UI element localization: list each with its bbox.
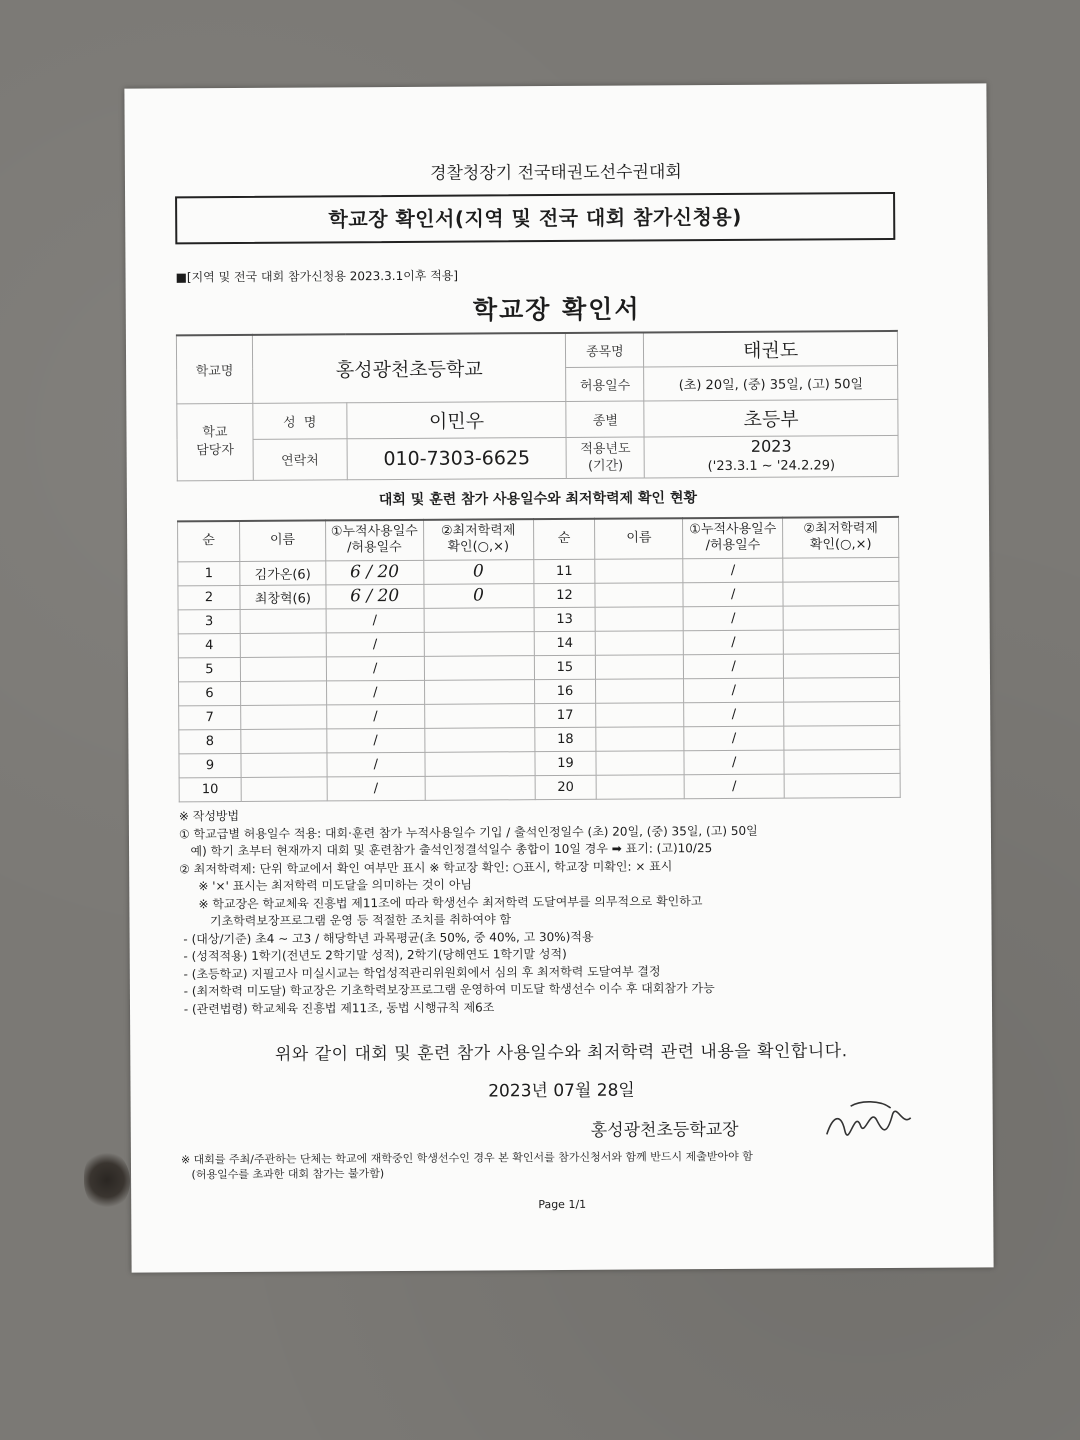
header-name: 이름 bbox=[239, 520, 325, 561]
school-label: 학교명 bbox=[176, 335, 252, 403]
footnote-line: (허용일수를 초과한 대회 참가는 불가함) bbox=[180, 1167, 385, 1182]
cell-check: 0 bbox=[423, 559, 533, 584]
cell-name bbox=[241, 752, 327, 777]
period-value: ('23.3.1 ~ '24.2.29) bbox=[707, 457, 836, 474]
cell-check bbox=[783, 581, 899, 606]
cell-check bbox=[784, 701, 900, 726]
cell-days: / bbox=[326, 704, 424, 729]
manager-label: 학교 담당자 bbox=[177, 403, 253, 480]
cell-no: 17 bbox=[534, 703, 596, 727]
cell-days: / bbox=[683, 630, 783, 655]
form-title: 학교장 확인서 bbox=[472, 294, 641, 325]
cell-days: / bbox=[326, 608, 424, 633]
note-line: - (대상/기준) 초4 ~ 고3 / 해당학년 과목평균(초 50%, 중 40%, 고 30%)적용 bbox=[179, 929, 594, 946]
cell-days: / bbox=[683, 606, 783, 631]
table-row bbox=[179, 773, 900, 801]
cell-check bbox=[784, 773, 900, 798]
note-line: ※ 작성방법 bbox=[178, 808, 240, 824]
cell-days: 6 / 20 bbox=[326, 560, 424, 585]
header-academic: ②최저학력제 확인(○,×) bbox=[423, 519, 533, 560]
section-title: 대회 및 훈련 참가 사용일수와 최저학력제 확인 현황 bbox=[378, 490, 698, 509]
header-academic: ②최저학력제 확인(○,×) bbox=[783, 517, 899, 558]
page-number: Page 1/1 bbox=[538, 1197, 587, 1212]
header-days: ①누적사용일수 /허용일수 bbox=[325, 520, 423, 561]
cell-no: 8 bbox=[179, 729, 241, 753]
cell-days: / bbox=[327, 752, 425, 777]
confirmation-document bbox=[124, 83, 993, 1272]
cell-days: 6 / 20 bbox=[326, 584, 424, 609]
scope-note: ■[지역 및 전국 대회 참가신청용 2023.3.1이후 적용] bbox=[175, 268, 459, 285]
cell-no: 12 bbox=[533, 583, 595, 607]
issue-date: 2023년 07월 28일 bbox=[488, 1080, 635, 1102]
cell-check bbox=[424, 727, 534, 752]
cell-name bbox=[596, 630, 684, 655]
note-line: 기초학력보장프로그램 운영 등 적절한 조치를 취하여야 함 bbox=[179, 912, 512, 929]
cell-name bbox=[241, 704, 327, 729]
cell-name bbox=[596, 726, 684, 751]
cell-name bbox=[240, 632, 326, 657]
handwritten-signature bbox=[821, 1096, 921, 1147]
contact-label: 연락처 bbox=[253, 438, 347, 480]
cell-no: 4 bbox=[178, 633, 240, 657]
signer-title: 홍성광천초등학교장 bbox=[590, 1119, 739, 1141]
cell-check bbox=[424, 631, 534, 656]
footnote bbox=[181, 1148, 921, 1183]
cell-name bbox=[241, 728, 327, 753]
event-label: 종목명 bbox=[566, 332, 644, 366]
cell-check bbox=[784, 677, 900, 702]
event-value: 태권도 bbox=[644, 331, 898, 367]
cell-no: 6 bbox=[179, 681, 241, 705]
year-value: 2023 bbox=[750, 436, 792, 456]
cell-check bbox=[424, 679, 534, 704]
cell-name bbox=[595, 558, 683, 583]
cell-check bbox=[783, 557, 899, 582]
cell-check bbox=[784, 749, 900, 774]
allowed-days-value: (초) 20일, (중) 35일, (고) 50일 bbox=[644, 365, 898, 401]
cell-days: / bbox=[326, 680, 424, 705]
allowed-days-label: 허용일수 bbox=[566, 366, 644, 400]
boxed-title: 학교장 확인서(지역 및 전국 대회 참가신청용) bbox=[175, 192, 895, 244]
cell-days: / bbox=[684, 678, 784, 703]
year-label: 적용년도 (기간) bbox=[566, 436, 644, 477]
cell-check bbox=[783, 629, 899, 654]
cell-no: 9 bbox=[179, 753, 241, 777]
cell-days: / bbox=[684, 750, 784, 775]
note-line: 예) 학기 초부터 현재까지 대회 및 훈련참가 출석인정결석일수 총합이 10일 경우 ➡ 표기: (고)10/25 bbox=[179, 841, 713, 859]
header-name: 이름 bbox=[595, 518, 683, 559]
note-line: ② 최저학력제: 단위 학교에서 확인 여부만 표시 ※ 학교장 확인: ○표시, 학교장 미확인: × 표시 bbox=[179, 858, 673, 876]
cell-days: / bbox=[684, 774, 784, 799]
cell-check bbox=[425, 751, 535, 776]
cell-days: / bbox=[684, 726, 784, 751]
cell-name bbox=[596, 750, 684, 775]
cell-check bbox=[425, 775, 535, 800]
cell-days: / bbox=[683, 558, 783, 583]
cell-no: 10 bbox=[179, 777, 241, 801]
confirmation-statement: 위와 같이 대회 및 훈련 참가 사용일수와 최저학력 관련 내용을 확인합니다. bbox=[274, 1041, 848, 1065]
cell-no: 5 bbox=[178, 657, 240, 681]
cell-no: 3 bbox=[178, 609, 240, 633]
cell-no: 18 bbox=[534, 727, 596, 751]
cell-check bbox=[783, 605, 899, 630]
header-no: 순 bbox=[178, 521, 240, 561]
cell-check bbox=[424, 655, 534, 680]
contact-value: 010-7303-6625 bbox=[347, 437, 567, 479]
note-line: - (성적적용) 1학기(전년도 2학기말 성적), 2학기(당해연도 1학기말 성적) bbox=[179, 946, 567, 964]
school-value: 홍성광천초등학교 bbox=[252, 333, 566, 403]
note-line: - (관련법령) 학교체육 진흥법 제11조, 동법 시행규칙 제6조 bbox=[179, 999, 495, 1016]
usage-table bbox=[177, 516, 901, 802]
cell-check bbox=[424, 607, 534, 632]
note-line: ※ '×' 표시는 최저학력 미도달을 의미하는 것이 아님 bbox=[179, 877, 473, 894]
header-days: ①누적사용일수 /허용일수 bbox=[683, 518, 783, 559]
note-line: ① 학교급별 허용일수 적용: 대회·훈련 참가 누적사용일수 기입 / 출석인정일수 (초) 20일, (중) 35일, (고) 50일 bbox=[178, 823, 758, 841]
cell-no: 1 bbox=[178, 561, 240, 585]
cell-no: 16 bbox=[534, 679, 596, 703]
cell-check bbox=[783, 653, 899, 678]
manager-name: 이민우 bbox=[347, 401, 567, 438]
cell-no: 19 bbox=[534, 751, 596, 775]
cell-days: / bbox=[327, 728, 425, 753]
note-line: ※ 학교장은 학교체육 진흥법 제11조에 따라 학생선수 최저학력 도달여부를 의무적으로 확인하고 bbox=[179, 893, 703, 911]
info-table bbox=[176, 330, 899, 481]
cell-check bbox=[784, 725, 900, 750]
cell-name bbox=[240, 656, 326, 681]
cell-no: 15 bbox=[534, 655, 596, 679]
note-line: - (최저학력 미도달) 학교장은 기초학력보장프로그램 운영하여 미도달 학생선수 이수 후 대회참가 가능 bbox=[179, 981, 715, 999]
cell-name bbox=[596, 678, 684, 703]
header-no: 순 bbox=[533, 519, 595, 559]
cell-name bbox=[596, 654, 684, 679]
cell-no: 13 bbox=[534, 607, 596, 631]
cell-name bbox=[241, 776, 327, 801]
cell-no: 20 bbox=[535, 775, 597, 799]
division-label: 종별 bbox=[566, 400, 644, 436]
cell-days: / bbox=[326, 656, 424, 681]
cell-days: / bbox=[683, 582, 783, 607]
division-value: 초등부 bbox=[644, 399, 898, 437]
organizer-title: 경찰청장기 전국태권도선수권대회 bbox=[429, 162, 682, 184]
cell-name bbox=[240, 608, 326, 633]
cell-check: 0 bbox=[424, 583, 534, 608]
cell-no: 14 bbox=[534, 631, 596, 655]
cell-check bbox=[424, 703, 534, 728]
note-line: - (초등학교) 지필고사 미실시교는 학업성적관리위원회에서 심의 후 최저학력 도달여부 결정 bbox=[179, 963, 661, 981]
footnote-line: ※ 대회를 주최/주관하는 단체는 학교에 재학중인 학생선수인 경우 본 확인서를 참가신청서와 함께 반드시 제출받아야 함 bbox=[180, 1149, 753, 1167]
cell-no: 7 bbox=[179, 705, 241, 729]
cell-name bbox=[240, 680, 326, 705]
cell-name bbox=[595, 606, 683, 631]
cell-days: / bbox=[684, 702, 784, 727]
cell-name: 김가온(6) bbox=[240, 560, 326, 585]
cell-name bbox=[595, 582, 683, 607]
cell-name: 최창혁(6) bbox=[240, 584, 326, 609]
instructions bbox=[179, 804, 920, 1019]
cell-days: / bbox=[327, 776, 425, 801]
floor-stain bbox=[84, 1150, 130, 1210]
cell-no: 11 bbox=[533, 559, 595, 583]
cell-days: / bbox=[326, 632, 424, 657]
cell-days: / bbox=[684, 654, 784, 679]
cell-name bbox=[596, 702, 684, 727]
name-label: 성 명 bbox=[253, 402, 347, 439]
cell-no: 2 bbox=[178, 585, 240, 609]
cell-name bbox=[596, 774, 684, 799]
